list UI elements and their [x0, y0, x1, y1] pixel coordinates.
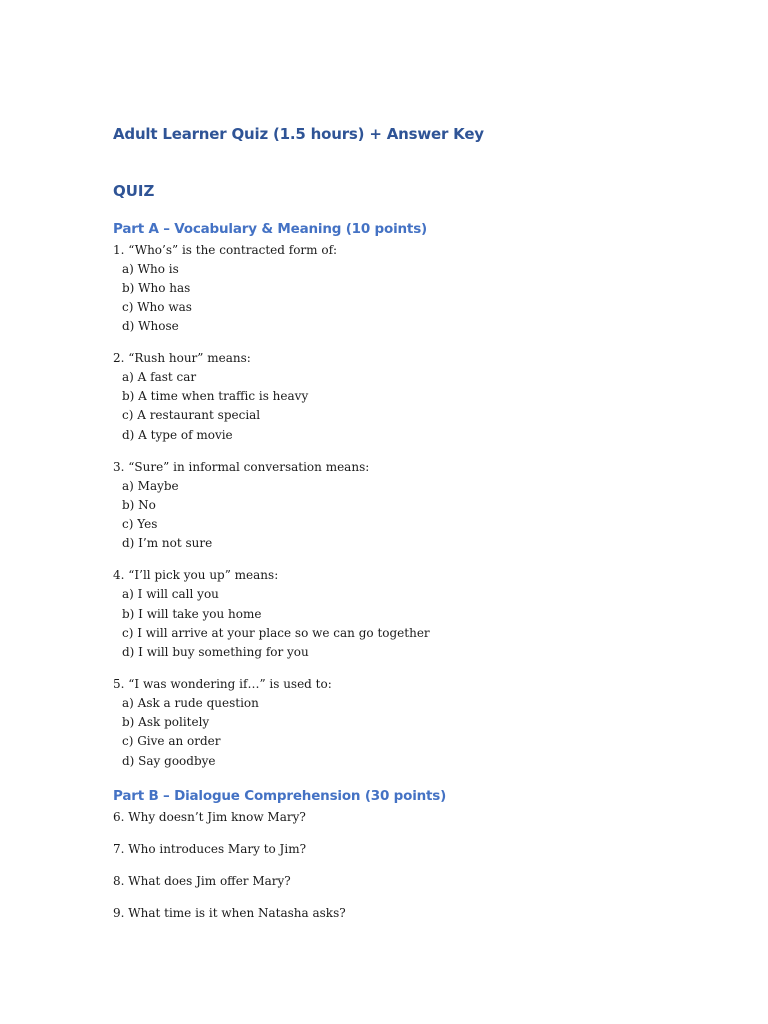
document-title: Adult Learner Quiz (1.5 hours) + Answer Key — [113, 125, 484, 143]
question-8: 8. What does Jim offer Mary? — [113, 874, 291, 888]
part-a-heading: Part A – Vocabulary & Meaning (10 points) — [113, 221, 427, 237]
question-5-option-b: b) Ask politely — [122, 715, 210, 729]
question-7: 7. Who introduces Mary to Jim? — [113, 842, 307, 856]
question-1-option-c: c) Who was — [122, 300, 192, 314]
question-1-option-a: a) Who is — [122, 262, 179, 276]
question-2: 2. “Rush hour” means: — [113, 351, 251, 365]
question-2-option-d: d) A type of movie — [122, 428, 233, 442]
question-4-option-c: c) I will arrive at your place so we can go together — [122, 626, 430, 640]
question-5: 5. “I was wondering if…” is used to: — [113, 677, 332, 691]
question-9: 9. What time is it when Natasha asks? — [113, 906, 346, 920]
question-4-option-d: d) I will buy something for you — [122, 645, 309, 659]
question-2-option-c: c) A restaurant special — [122, 408, 261, 422]
quiz-heading: QUIZ — [113, 182, 155, 200]
question-4-option-b: b) I will take you home — [122, 607, 262, 621]
question-5-option-c: c) Give an order — [122, 734, 221, 748]
question-3-option-c: c) Yes — [122, 517, 158, 531]
question-3-option-a: a) Maybe — [122, 479, 179, 493]
question-1: 1. “Who’s” is the contracted form of: — [113, 243, 338, 257]
part-b-heading: Part B – Dialogue Comprehension (30 points) — [113, 788, 447, 804]
question-5-option-d: d) Say goodbye — [122, 754, 216, 768]
question-6: 6. Why doesn’t Jim know Mary? — [113, 810, 306, 824]
question-5-option-a: a) Ask a rude question — [122, 696, 259, 710]
question-1-option-d: d) Whose — [122, 319, 179, 333]
question-3-option-d: d) I’m not sure — [122, 536, 213, 550]
question-4: 4. “I’ll pick you up” means: — [113, 568, 279, 582]
question-2-option-b: b) A time when traffic is heavy — [122, 389, 309, 403]
question-1-option-b: b) Who has — [122, 281, 191, 295]
question-4-option-a: a) I will call you — [122, 587, 219, 601]
question-3: 3. “Sure” in informal conversation means: — [113, 460, 370, 474]
question-2-option-a: a) A fast car — [122, 370, 197, 384]
question-3-option-b: b) No — [122, 498, 156, 512]
